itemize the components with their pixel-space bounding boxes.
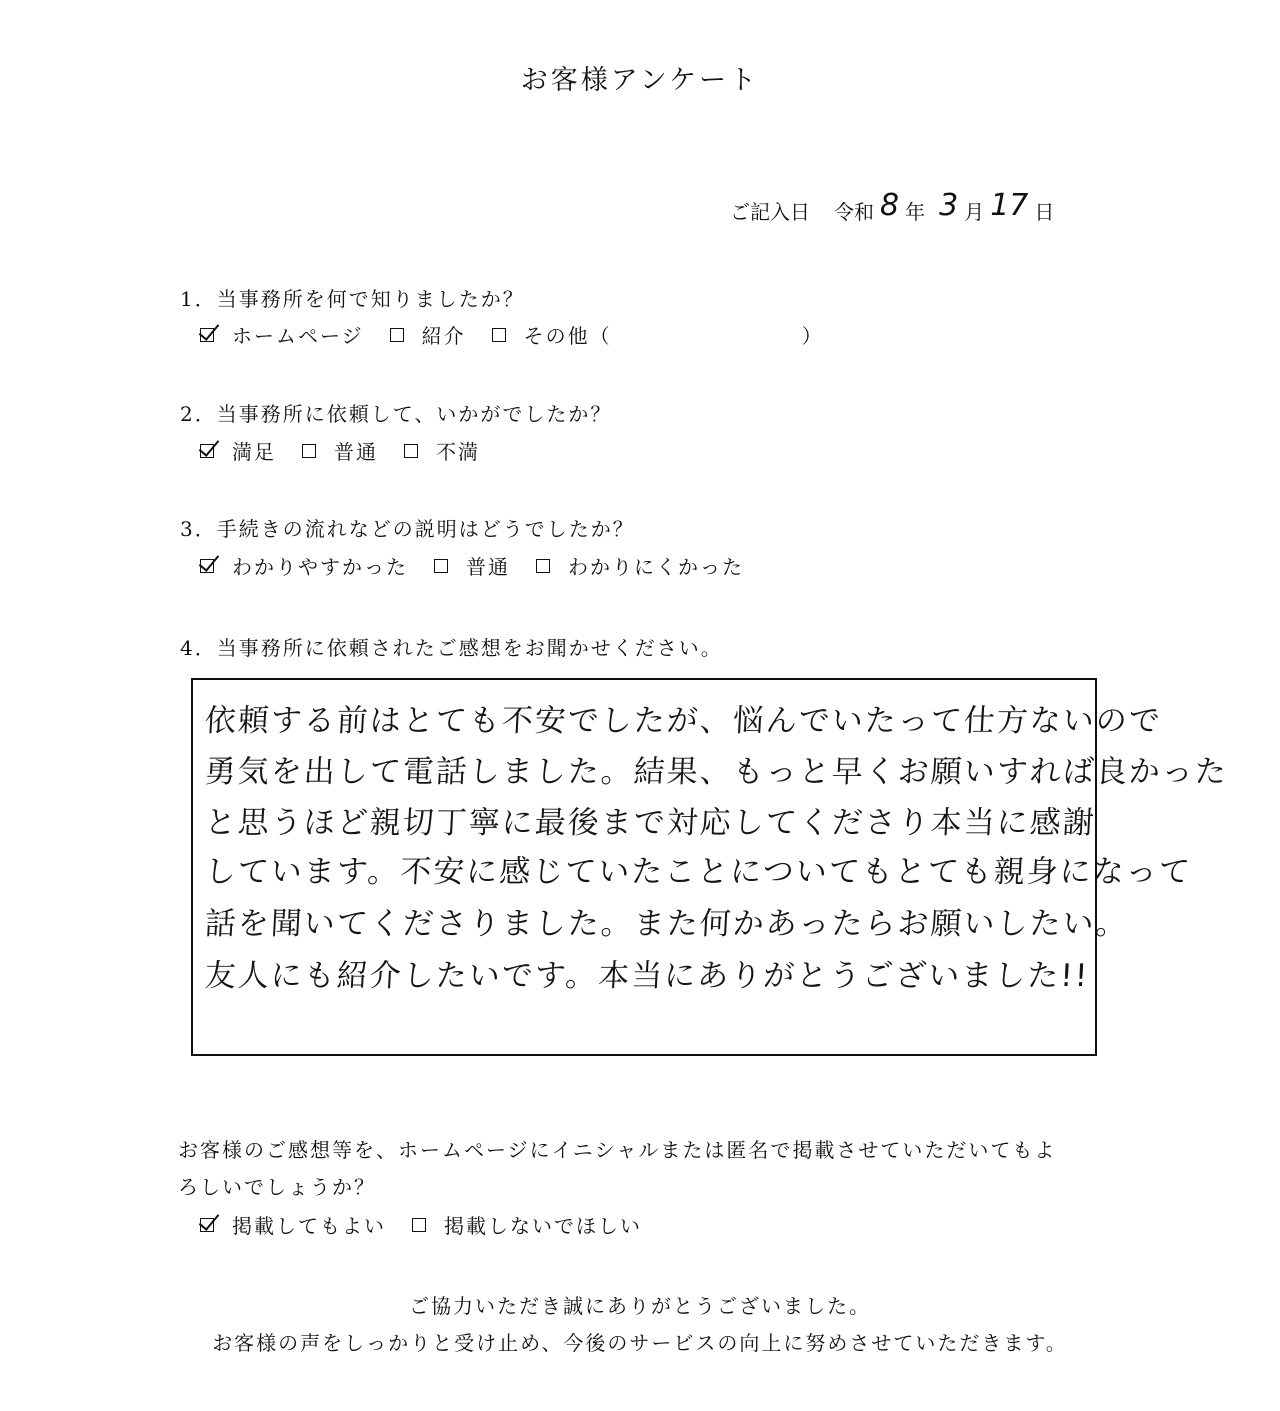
date-year-value: 8 (880, 188, 900, 223)
question-1-options (200, 320, 850, 349)
q3-option-clear[interactable] (200, 551, 408, 580)
q1-option-label: ホームページ (232, 324, 364, 348)
date-month-unit: 月 (964, 200, 985, 224)
consent-options (200, 1210, 668, 1239)
answer-line: 依頼する前はとても不安でしたが、悩んでいたって仕方ないので (203, 703, 1163, 739)
checkbox-checked[interactable] (200, 1218, 214, 1232)
date-day-value: 17 (990, 188, 1029, 223)
q2-option-label: 満足 (232, 440, 276, 464)
date-year-unit: 年 (905, 200, 926, 224)
checkbox[interactable] (434, 559, 448, 573)
date-era: 令和 (834, 200, 874, 224)
q2-option-label: 不満 (436, 440, 480, 464)
closing-line1: ご協力いただき誠にありがとうございました。 (409, 1294, 871, 1318)
q2-option-normal[interactable] (302, 436, 378, 465)
question-2-options (200, 436, 506, 465)
entry-date (730, 188, 1055, 225)
checkbox-checked[interactable] (200, 328, 214, 342)
date-month-value: 3 (939, 188, 959, 223)
question-1: 1．当事務所を何で知りましたか？ (180, 287, 525, 311)
q1-option-other[interactable] (492, 320, 824, 349)
consent-option-allow[interactable] (200, 1210, 386, 1239)
q3-option-label: 普通 (466, 555, 510, 579)
question-2: 2．当事務所に依頼して、いかがでしたか？ (180, 402, 613, 426)
question-3: 3．手続きの流れなどの説明はどうでしたか？ (180, 517, 635, 541)
checkbox[interactable] (536, 559, 550, 573)
q3-option-label: わかりやすかった (232, 555, 408, 579)
checkbox[interactable] (404, 444, 418, 458)
checkbox-checked[interactable] (200, 559, 214, 573)
consent-question-line2: ろしいでしょうか？ (178, 1175, 376, 1199)
date-day-unit: 日 (1034, 200, 1055, 224)
checkbox[interactable] (412, 1218, 426, 1232)
q1-option-label: その他（ (523, 324, 612, 348)
checkbox[interactable] (390, 328, 404, 342)
page-title: お客様アンケート (520, 65, 760, 96)
checkbox[interactable] (492, 328, 506, 342)
q2-option-label: 普通 (334, 440, 378, 464)
consent-option-label: 掲載してもよい (232, 1214, 386, 1238)
q3-option-unclear[interactable] (536, 551, 744, 580)
q1-option-referral[interactable] (390, 320, 466, 349)
answer-line: 友人にも紹介したいです。本当にありがとうございました!! (203, 958, 1091, 994)
checkbox[interactable] (302, 444, 316, 458)
answer-line: と思うほど親切丁寧に最後まで対応してくださり本当に感謝 (203, 805, 1097, 841)
q1-option-label: 紹介 (421, 324, 466, 348)
q2-option-unsatisfied[interactable] (404, 436, 480, 465)
answer-line: 話を聞いてくださりました。また何かあったらお願いしたい。 (203, 906, 1130, 942)
date-label: ご記入日 (730, 200, 810, 224)
answer-line: 勇気を出して電話しました。結果、もっと早くお願いすれば良かった (203, 754, 1229, 790)
answer-line: しています。不安に感じていたことについてもとても親身になって (203, 854, 1193, 890)
question-3-options (200, 551, 770, 580)
q1-other-close: ） (801, 324, 824, 348)
consent-option-deny[interactable] (412, 1210, 642, 1239)
q1-option-homepage[interactable] (200, 320, 364, 349)
closing-line2: お客様の声をしっかりと受け止め、今後のサービスの向上に努めさせていただきます。 (212, 1331, 1068, 1355)
question-4: 4．当事務所に依頼されたご感想をお聞かせください。 (180, 636, 723, 660)
checkbox-checked[interactable] (200, 444, 214, 458)
consent-option-label: 掲載しないでほしい (444, 1214, 642, 1238)
q3-option-label: わかりにくかった (568, 555, 744, 579)
consent-question-line1: お客様のご感想等を、ホームページにイニシャルまたは匿名で掲載させていただいてもよ (178, 1138, 1057, 1162)
q3-option-normal[interactable] (434, 551, 510, 580)
q2-option-satisfied[interactable] (200, 436, 276, 465)
